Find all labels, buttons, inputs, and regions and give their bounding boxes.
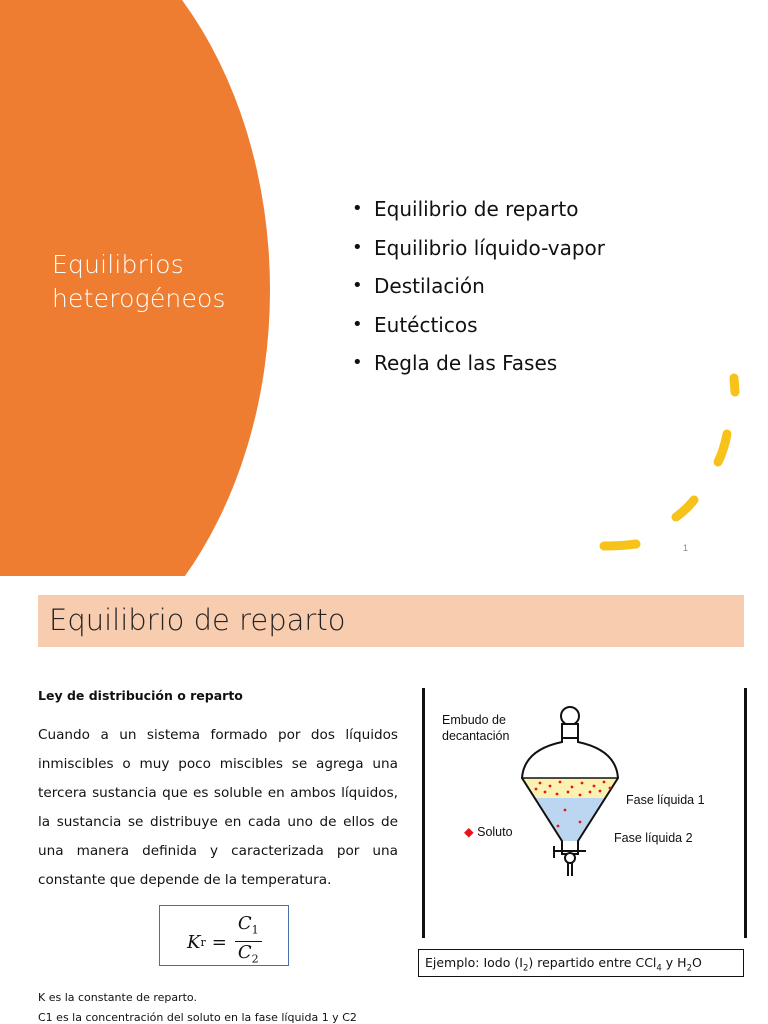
bullet-icon: • [352,313,363,335]
formula-k: K [187,931,201,953]
topic-item [352,306,605,345]
funnel-label-line-2: decantación [442,729,510,743]
definitions [38,988,357,1024]
topic-item [352,190,605,229]
formula-denominator: C [237,941,252,963]
definition-line: C1 es la concentración del soluto en la fase líquida 1 y C2 [38,1011,357,1024]
topic-list [352,190,605,383]
caption-sub: 2 [522,963,529,974]
slide-2 [0,576,768,1024]
formula-box [159,905,289,966]
caption-sub: 4 [656,963,662,974]
phase-1-label: Fase líquida 1 [626,793,705,807]
title-line-2: heterogéneos [52,284,226,313]
topic-label: Equilibrio de reparto [374,197,579,221]
funnel-drawing [510,706,640,896]
formula-numerator: C [237,913,252,934]
slide-heading: Equilibrio de reparto [49,603,346,637]
slide-title [52,248,312,316]
solute-label: Soluto [477,825,513,839]
caption-part: y H [661,955,687,970]
page-number: 1 [683,543,689,553]
topic-item [352,267,605,306]
figure-right-border [744,688,747,938]
figure-left-border [422,688,425,938]
bullet-icon: • [352,275,363,296]
bullet-icon: • [352,198,363,219]
definition-line: K es la constante de reparto. [38,991,197,1004]
bullet-icon: • [352,236,363,258]
caption-part: Ejemplo: Iodo (I [425,955,523,970]
phase-2-label: Fase líquida 2 [614,831,693,845]
bullet-icon: • [352,352,363,373]
solute-diamond-icon: ◆ [464,825,474,839]
topic-item [352,344,605,383]
caption-part: O [692,955,702,970]
caption-part: ) repartido entre CCl [528,955,657,970]
topic-label: Destilación [374,274,485,298]
figure-caption [418,949,744,977]
section-subheading: Ley de distribución o reparto [38,688,243,703]
distribution-formula: K r = $\frac{C_1}{C_2}$ [187,914,262,970]
separatory-funnel-figure [420,688,750,944]
heading-bar [38,595,744,647]
topic-label: Equilibrio líquido-vapor [374,235,606,260]
body-paragraph: Cuando a un sistema formado por dos líquidos inmiscibles o muy poco miscibles se agrega una tercera sustancia que es soluble en ambos líquidos, la sustancia se distribuye en cada uno de ellos de una manera definida y caracterizada por una constante que depende de la temperatura. [38,727,398,888]
formula-denominator-sub: 2 [251,952,259,966]
formula-numerator-sub: 1 [251,923,259,937]
formula-k-sub: r [200,935,206,949]
title-line-1: Equilibrios [52,250,184,279]
topic-item [352,229,605,268]
dashed-arc-decoration [590,360,750,560]
caption-sub: 2 [686,963,692,974]
solute-legend [464,824,513,840]
topic-label: Regla de las Fases [374,351,558,375]
formula-fraction [235,914,262,970]
funnel-label-line-1: Embudo de [442,713,506,727]
topic-label: Eutécticos [374,312,478,337]
